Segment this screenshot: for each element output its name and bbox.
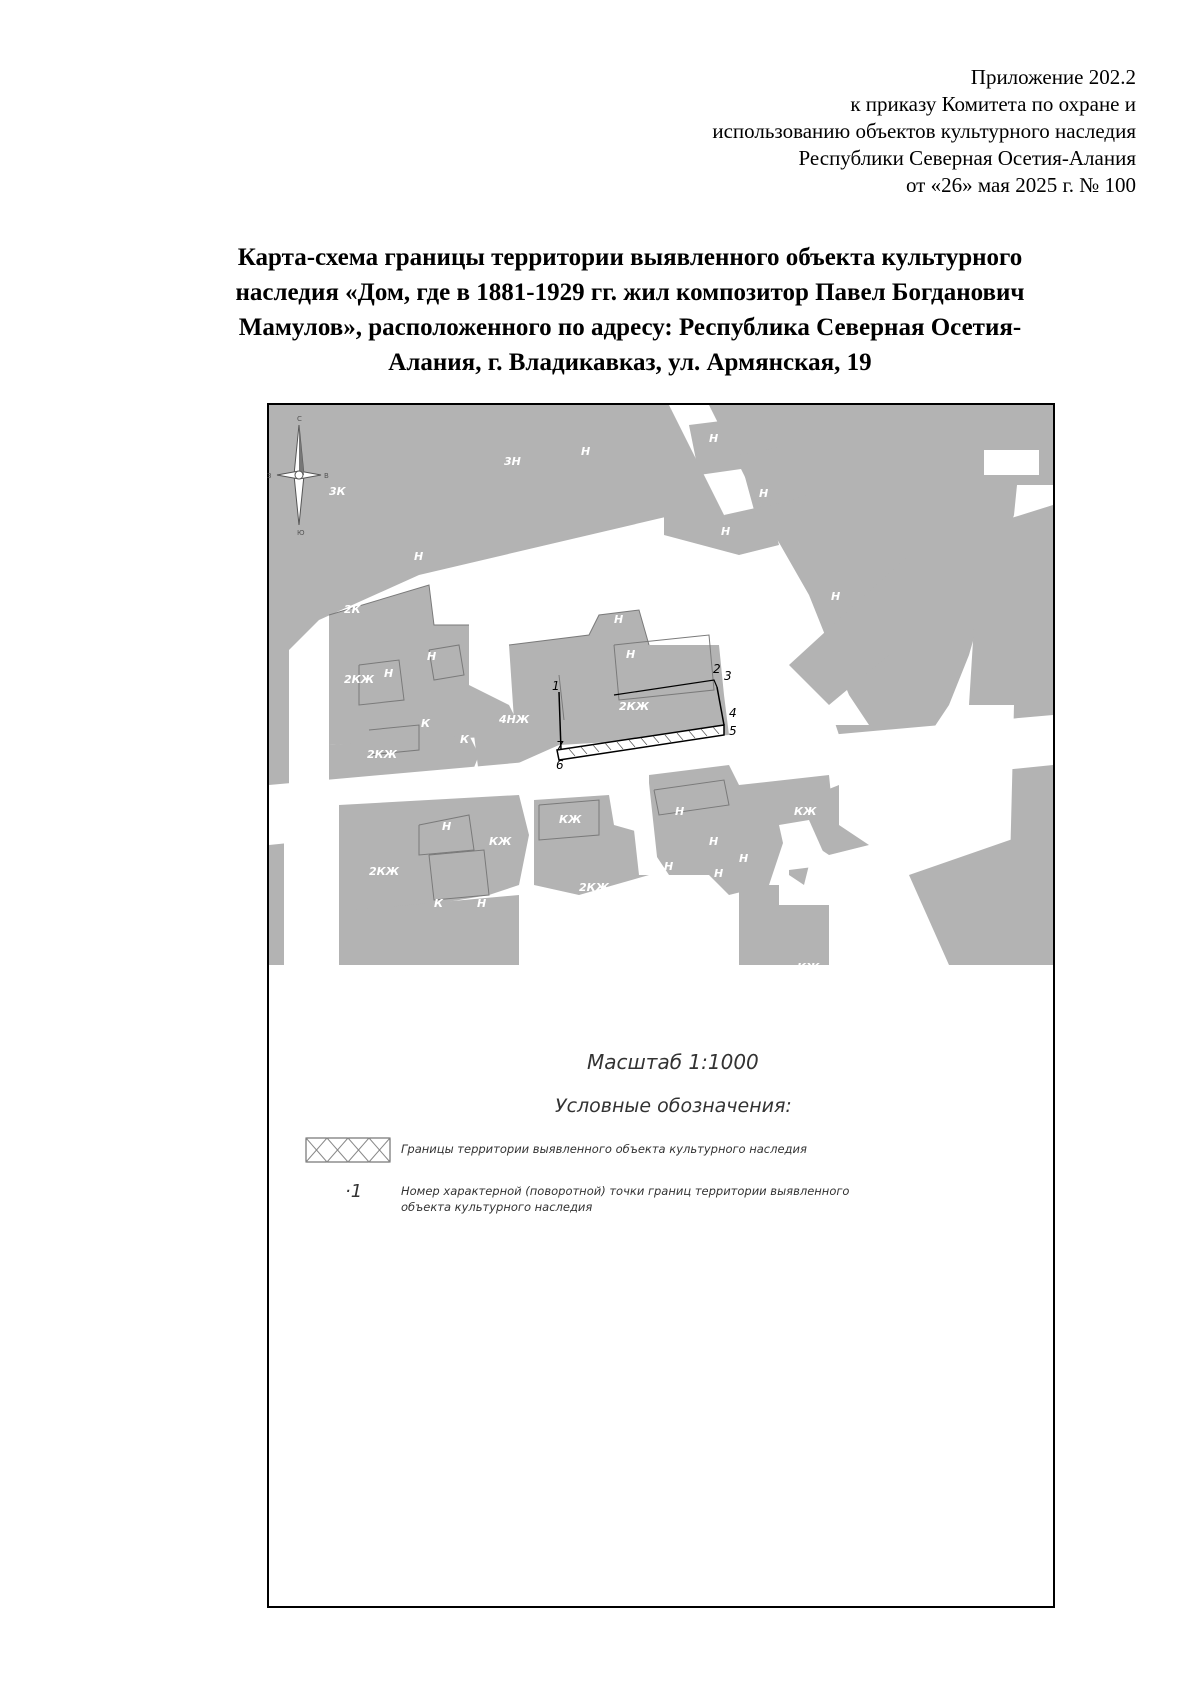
building-label: 2КЖ [791,857,822,870]
legend-point-number: 1 [350,1181,363,1202]
building-label: КЖ [797,961,820,974]
map-scale: Масштаб 1:1000 [587,1050,759,1074]
building-label: КЖ [794,805,817,818]
building-label: 4НЖ [499,713,530,726]
hatch-symbol-icon [305,1137,391,1163]
building-label: 2КЖ [344,673,375,686]
building-label: Н [519,923,529,936]
building-label: Н [759,487,769,500]
legend-title: Условные обозначения: [555,1095,792,1117]
building-label: Н [581,445,591,458]
point-label: 6 [556,758,564,772]
building-label: 3Н [504,455,521,468]
building-label: Н [721,525,731,538]
title-line: наследия «Дом, где в 1881-1929 гг. жил композитор Павел Богданович [235,279,1025,306]
compass-north: С [297,415,302,423]
document-title [150,240,1110,380]
building-label: 2КЖ [369,865,400,878]
legend-point-symbol: ·1 [345,1181,363,1202]
header-line: использованию объектов культурного наследия [712,119,1136,143]
point-label: 5 [729,724,737,738]
building-label: Н [664,860,674,873]
point-label: 3 [724,669,732,683]
legend-point-text: Номер характерной (поворотной) точки границ территории выявленного объекта культурного наследия [401,1184,850,1214]
building-label: КЖ [559,813,582,826]
map-scheme [267,405,1053,1038]
building-label: Н [714,867,724,880]
title-line: Мамулов», расположенного по адресу: Республика Северная Осетия- [238,314,1022,341]
building-label: 2КЖ [579,881,610,894]
building-label: КЖ [489,835,512,848]
map-frame [267,403,1055,1608]
title-line: Алания, г. Владикавказ, ул. Армянская, 19 [388,349,872,376]
building-label: Н [442,820,452,833]
building-label: 2К [344,603,361,616]
title-line: Карта-схема границы территории выявленного объекта культурного [237,244,1023,271]
building-label: К [434,897,443,910]
building-label: Н [456,973,466,986]
building-label: Н [831,590,841,603]
point-label: 1 [552,679,560,693]
building-label: КЖ [399,1025,422,1038]
building-label: Н [626,648,636,661]
building-label: Н [427,650,437,663]
building-label: К [421,717,430,730]
point-label: 2 [713,662,721,676]
compass-south: Ю [297,529,305,537]
building-label: К [460,733,469,746]
building-label: 2КЖ [619,700,650,713]
compass-west: З [267,472,272,480]
building-label: 2КЖ [367,748,398,761]
header-line: Республики Северная Осетия-Алания [798,146,1136,170]
building-label: 3К [329,485,346,498]
point-label: 7 [556,739,564,753]
building-label: КЖ [809,870,832,883]
header-line: к приказу Комитета по охране и [850,92,1136,116]
header-line: от «26» мая 2025 г. № 100 [905,173,1136,197]
building-label: Н [477,897,487,910]
building-label: Н [709,835,719,848]
building-label: Н [675,805,685,818]
building-label: КЖ [379,1010,402,1023]
building-label: Н [709,432,719,445]
point-label: 4 [729,706,737,720]
building-label: Н [414,550,424,563]
building-label: Н [379,975,389,988]
legend-boundary-text: Границы территории выявленного объекта культурного наследия [401,1142,807,1156]
building-label: Н [384,667,394,680]
building-label: Н [739,852,749,865]
map-svg [267,405,1053,1038]
building-label: Н [614,613,624,626]
appendix-header [576,64,1136,199]
header-line: Приложение 202.2 [970,65,1136,89]
compass-east: В [324,472,329,480]
building-label: Н [524,993,534,1006]
